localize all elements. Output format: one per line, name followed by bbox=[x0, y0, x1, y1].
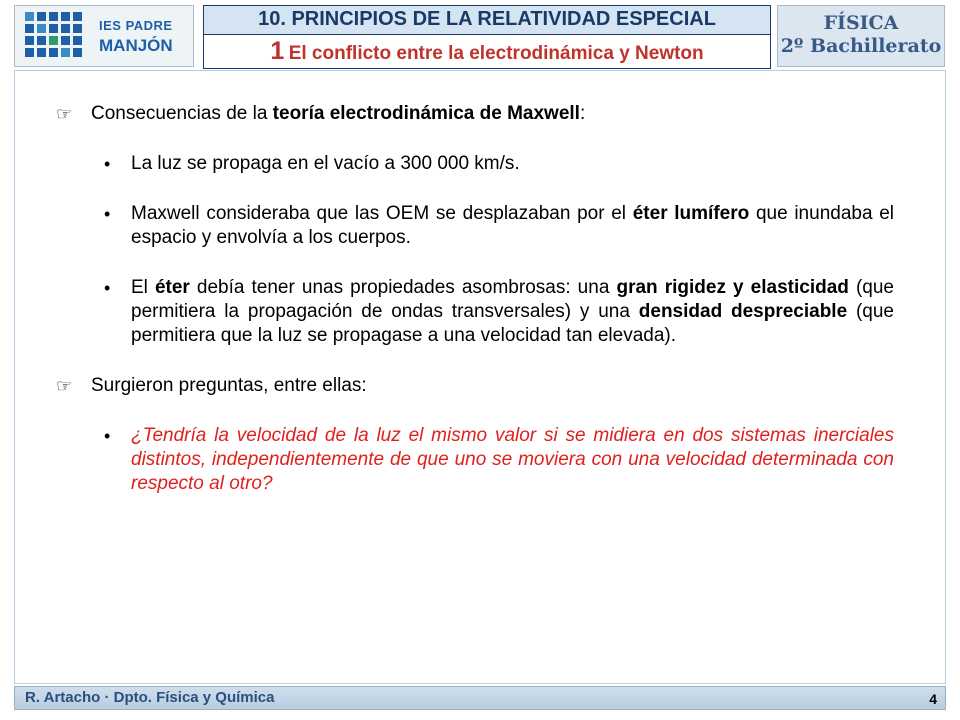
school-logo bbox=[14, 5, 194, 67]
section-title bbox=[203, 34, 771, 69]
hand-pointing-right-icon: ☞ bbox=[56, 376, 73, 396]
text-bold: éter bbox=[154, 277, 190, 298]
point-questions bbox=[56, 374, 894, 398]
page-number: 4 bbox=[929, 691, 937, 707]
text-question: ¿Tendría la velocidad de la luz el mismo valor si se midiera en dos sistemas inerciales distintos, independientemente de que uno se moviera con una velocidad determinada con respecto al otro? bbox=[131, 425, 894, 494]
text: que inundaba el espacio y envolvía a los cuerpos. bbox=[131, 203, 895, 248]
text: : bbox=[579, 103, 586, 124]
text: debía tener unas propiedades asombrosas: una bbox=[189, 277, 617, 298]
section-number: 1 bbox=[270, 37, 285, 65]
logo-text-line2: MANJÓN bbox=[99, 36, 173, 55]
bullet-question bbox=[56, 424, 894, 496]
text: La luz se propaga en el vacío a 300 000 km/s. bbox=[131, 153, 520, 174]
text-bold: gran rigidez y elasticidad bbox=[616, 277, 849, 298]
bullet-dot-icon: • bbox=[104, 154, 111, 174]
footer-author: R. Artacho · Dpto. Física y Química bbox=[25, 689, 275, 706]
bullet-ether bbox=[56, 202, 894, 250]
course-badge bbox=[777, 5, 945, 67]
bullet-dot-icon: • bbox=[104, 278, 111, 298]
chapter-title: 10. PRINCIPIOS DE LA RELATIVIDAD ESPECIAL bbox=[203, 5, 771, 35]
text: El bbox=[131, 277, 155, 298]
text: Surgieron preguntas, entre ellas: bbox=[91, 375, 367, 396]
text: Maxwell consideraba que las OEM se desplazaban por el bbox=[131, 203, 633, 224]
bullet-dot-icon: • bbox=[104, 426, 111, 446]
text-bold: teoría electrodinámica de Maxwell bbox=[272, 103, 580, 124]
logo-grid-icon bbox=[25, 12, 82, 57]
text-bold: densidad despreciable bbox=[638, 301, 848, 322]
bullet-dot-icon: • bbox=[104, 204, 111, 224]
course-level: 2º Bachillerato bbox=[780, 35, 942, 57]
course-subject: FÍSICA bbox=[823, 12, 899, 34]
text: (que permitiera la propagación de ondas transversales) y una bbox=[131, 277, 894, 322]
text: Consecuencias de la bbox=[91, 103, 273, 124]
footer-bar bbox=[14, 686, 946, 710]
bullet-light-speed bbox=[56, 152, 894, 176]
slide-body bbox=[56, 100, 894, 496]
logo-text-line1: IES PADRE bbox=[99, 18, 173, 33]
section-title-text: El conflicto entre la electrodinámica y Newton bbox=[288, 43, 704, 64]
text: (que permitiera que la luz se propagase a una velocidad tan elevada). bbox=[131, 301, 894, 346]
text-bold: éter lumífero bbox=[632, 203, 750, 224]
hand-pointing-right-icon: ☞ bbox=[56, 104, 73, 124]
bullet-ether-properties bbox=[56, 276, 894, 348]
point-maxwell bbox=[56, 102, 894, 126]
